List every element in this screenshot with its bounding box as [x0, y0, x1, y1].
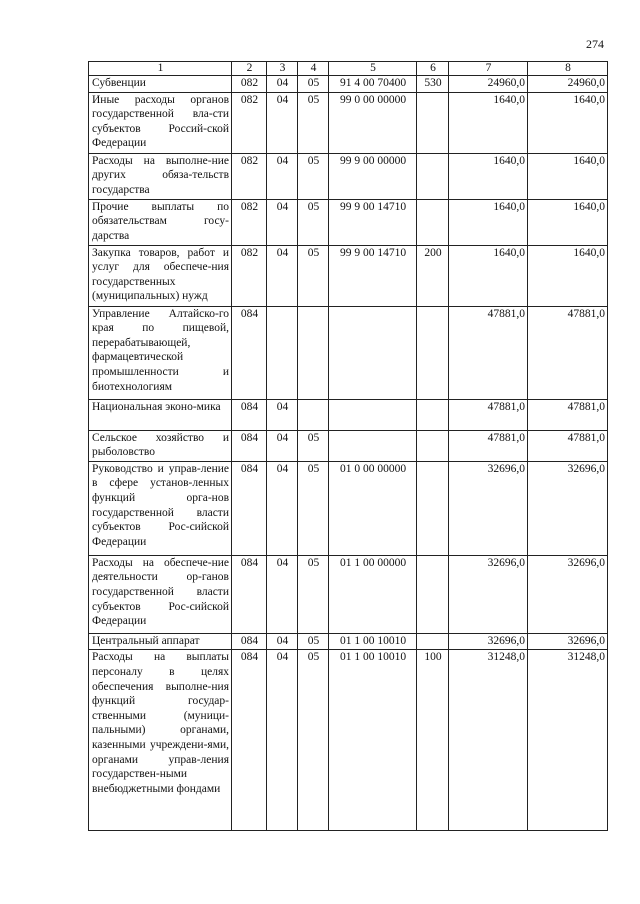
row-name-cell: Иные расходы органов государственной вла-сти субъектов Россий-ской Федерации — [89, 92, 232, 153]
amount-year2-cell: 47881,0 — [528, 306, 608, 399]
row-name-cell: Национальная эконо-мика — [89, 399, 232, 430]
amount-year2-cell: 47881,0 — [528, 430, 608, 461]
amount-year1-cell: 1640,0 — [449, 153, 528, 199]
target-article-cell: 99 9 00 14710 — [329, 199, 417, 245]
section-cell: 04 — [267, 430, 298, 461]
admin-code-cell: 082 — [232, 199, 267, 245]
column-header: 3 — [267, 62, 298, 76]
amount-year1-cell: 1640,0 — [449, 92, 528, 153]
table-row — [89, 245, 608, 306]
row-name-cell: Сельское хозяйство и рыболовство — [89, 430, 232, 461]
subsection-cell: 05 — [298, 633, 329, 650]
expense-type-cell — [417, 430, 449, 461]
admin-code-cell: 082 — [232, 92, 267, 153]
subsection-cell: 05 — [298, 199, 329, 245]
amount-year1-cell: 47881,0 — [449, 430, 528, 461]
admin-code-cell: 084 — [232, 399, 267, 430]
section-cell: 04 — [267, 76, 298, 93]
amount-year2-cell: 1640,0 — [528, 153, 608, 199]
table-row — [89, 76, 608, 93]
admin-code-cell: 082 — [232, 76, 267, 93]
table-row — [89, 306, 608, 399]
target-article-cell — [329, 306, 417, 399]
row-name-cell: Закупка товаров, работ и услуг для обеспече-ния государственных (муниципальных) нужд — [89, 245, 232, 306]
table-row — [89, 461, 608, 555]
subsection-cell: 05 — [298, 245, 329, 306]
expense-type-cell — [417, 306, 449, 399]
amount-year2-cell: 1640,0 — [528, 245, 608, 306]
admin-code-cell: 082 — [232, 153, 267, 199]
expense-type-cell — [417, 399, 449, 430]
amount-year1-cell: 32696,0 — [449, 461, 528, 555]
section-cell: 04 — [267, 199, 298, 245]
column-header: 8 — [528, 62, 608, 76]
admin-code-cell: 084 — [232, 430, 267, 461]
row-name-cell: Субвенции — [89, 76, 232, 93]
subsection-cell — [298, 306, 329, 399]
target-article-cell: 01 1 00 00000 — [329, 555, 417, 633]
row-name-cell: Прочие выплаты по обязательствам госу-дарства — [89, 199, 232, 245]
amount-year2-cell: 24960,0 — [528, 76, 608, 93]
expense-type-cell — [417, 153, 449, 199]
expense-type-cell: 530 — [417, 76, 449, 93]
table-row — [89, 650, 608, 831]
subsection-cell: 05 — [298, 76, 329, 93]
expense-type-cell — [417, 92, 449, 153]
admin-code-cell: 084 — [232, 555, 267, 633]
column-header: 4 — [298, 62, 329, 76]
section-cell: 04 — [267, 650, 298, 831]
section-cell: 04 — [267, 92, 298, 153]
amount-year1-cell: 24960,0 — [449, 76, 528, 93]
row-name-cell: Расходы на обеспече-ние деятельности ор-ганов государственной власти субъектов Рос-сийской Федерации — [89, 555, 232, 633]
amount-year2-cell: 32696,0 — [528, 555, 608, 633]
column-header: 1 — [89, 62, 232, 76]
subsection-cell: 05 — [298, 650, 329, 831]
expense-type-cell — [417, 461, 449, 555]
subsection-cell: 05 — [298, 430, 329, 461]
target-article-cell: 01 1 00 10010 — [329, 633, 417, 650]
admin-code-cell: 084 — [232, 650, 267, 831]
admin-code-cell: 084 — [232, 633, 267, 650]
amount-year1-cell: 1640,0 — [449, 199, 528, 245]
expense-type-cell — [417, 633, 449, 650]
amount-year2-cell: 32696,0 — [528, 461, 608, 555]
section-cell: 04 — [267, 461, 298, 555]
section-cell: 04 — [267, 153, 298, 199]
admin-code-cell: 084 — [232, 306, 267, 399]
table-row — [89, 399, 608, 430]
table-row — [89, 555, 608, 633]
subsection-cell: 05 — [298, 92, 329, 153]
amount-year1-cell: 32696,0 — [449, 555, 528, 633]
subsection-cell: 05 — [298, 461, 329, 555]
row-name-cell: Управление Алтайско-го края по пищевой, перерабатывающей, фармацевтической промышленности и биотехнологиям — [89, 306, 232, 399]
subsection-cell: 05 — [298, 555, 329, 633]
amount-year2-cell: 31248,0 — [528, 650, 608, 831]
section-cell: 04 — [267, 555, 298, 633]
amount-year1-cell: 1640,0 — [449, 245, 528, 306]
row-name-cell: Расходы на выполне-ние других обяза-тельств государства — [89, 153, 232, 199]
table-header-row — [89, 62, 608, 76]
column-header: 5 — [329, 62, 417, 76]
row-name-cell: Расходы на выплаты персоналу в целях обеспечения выполне-ния функций государ-ственными (муници-пальными) органами, казенными учреждени-ями, органами управ-ления государствен-ными внебюджетными фондами — [89, 650, 232, 831]
section-cell: 04 — [267, 245, 298, 306]
page-number: 274 — [586, 37, 604, 51]
expense-type-cell — [417, 555, 449, 633]
row-name-cell: Руководство и управ-ление в сфере установ-ленных функций орга-нов государственной власти субъектов Рос-сийской Федерации — [89, 461, 232, 555]
subsection-cell — [298, 399, 329, 430]
admin-code-cell: 082 — [232, 245, 267, 306]
amount-year1-cell: 32696,0 — [449, 633, 528, 650]
admin-code-cell: 084 — [232, 461, 267, 555]
target-article-cell: 99 9 00 00000 — [329, 153, 417, 199]
target-article-cell: 91 4 00 70400 — [329, 76, 417, 93]
table-row — [89, 430, 608, 461]
amount-year1-cell: 47881,0 — [449, 399, 528, 430]
budget-table — [88, 61, 608, 831]
column-header: 6 — [417, 62, 449, 76]
amount-year2-cell: 1640,0 — [528, 199, 608, 245]
section-cell: 04 — [267, 633, 298, 650]
table-row — [89, 199, 608, 245]
subsection-cell: 05 — [298, 153, 329, 199]
column-header: 2 — [232, 62, 267, 76]
amount-year2-cell: 32696,0 — [528, 633, 608, 650]
section-cell — [267, 306, 298, 399]
target-article-cell: 99 9 00 14710 — [329, 245, 417, 306]
table-row — [89, 633, 608, 650]
target-article-cell: 99 0 00 00000 — [329, 92, 417, 153]
amount-year2-cell: 47881,0 — [528, 399, 608, 430]
target-article-cell — [329, 399, 417, 430]
table-row — [89, 153, 608, 199]
target-article-cell: 01 0 00 00000 — [329, 461, 417, 555]
row-name-cell: Центральный аппарат — [89, 633, 232, 650]
amount-year1-cell: 47881,0 — [449, 306, 528, 399]
column-header: 7 — [449, 62, 528, 76]
expense-type-cell: 100 — [417, 650, 449, 831]
section-cell: 04 — [267, 399, 298, 430]
target-article-cell — [329, 430, 417, 461]
expense-type-cell — [417, 199, 449, 245]
table-row — [89, 92, 608, 153]
expense-type-cell: 200 — [417, 245, 449, 306]
amount-year2-cell: 1640,0 — [528, 92, 608, 153]
target-article-cell: 01 1 00 10010 — [329, 650, 417, 831]
amount-year1-cell: 31248,0 — [449, 650, 528, 831]
table-body — [89, 76, 608, 831]
